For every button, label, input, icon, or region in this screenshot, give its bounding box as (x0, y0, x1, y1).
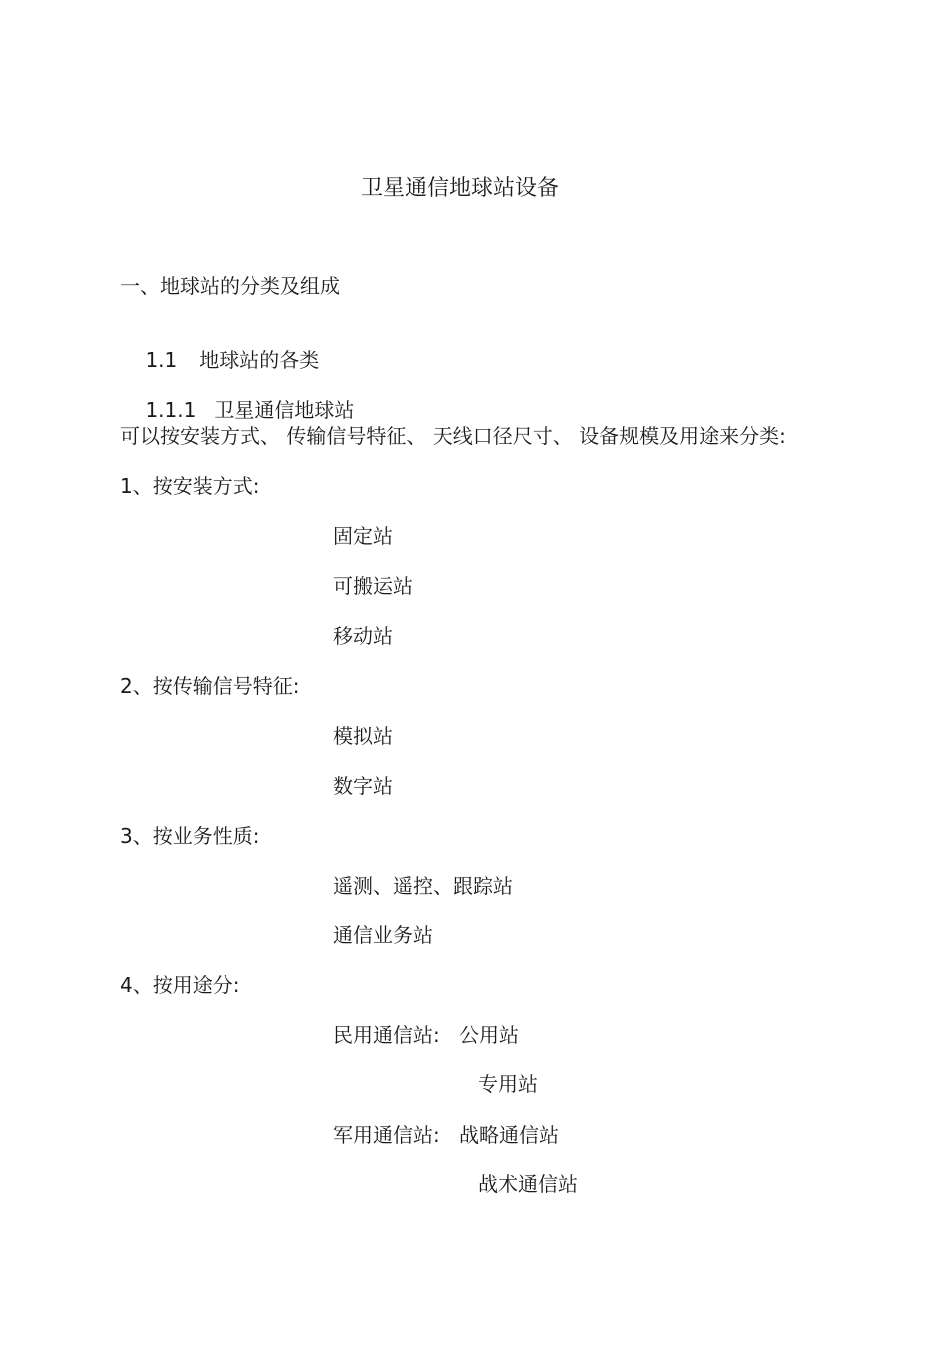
category-item: 可搬运站 (333, 574, 413, 598)
group-name: 军用通信站: (333, 1123, 440, 1147)
intro-paragraph: 可以按安装方式、 传输信号特征、 天线口径尺寸、 设备规模及用途来分类: (120, 424, 786, 448)
group-item: 战略通信站 (459, 1123, 559, 1147)
group-name: 民用通信站: (333, 1023, 440, 1047)
category-item: 遥测、遥控、跟踪站 (333, 874, 513, 898)
category-item: 模拟站 (333, 724, 393, 748)
subsubsection-text: 卫星通信地球站 (214, 398, 355, 422)
subsection-number: 1.1 (145, 348, 178, 372)
category-item: 移动站 (333, 624, 393, 648)
category-item: 数字站 (333, 774, 393, 798)
category-label: 4、按用途分: (120, 973, 240, 997)
category-label: 1、按安装方式: (120, 474, 260, 498)
subsubsection-number: 1.1.1 (145, 398, 197, 422)
category-item: 通信业务站 (333, 923, 433, 947)
category-label: 3、按业务性质: (120, 824, 260, 848)
group-item: 专用站 (478, 1072, 538, 1096)
document-title: 卫星通信地球站设备 (360, 176, 559, 201)
section-heading: 一、地球站的分类及组成 (120, 274, 340, 298)
group-item: 公用站 (459, 1023, 519, 1047)
category-label: 2、按传输信号特征: (120, 674, 300, 698)
category-item: 固定站 (333, 524, 393, 548)
subsection-text: 地球站的各类 (199, 348, 320, 372)
group-item: 战术通信站 (478, 1172, 578, 1196)
